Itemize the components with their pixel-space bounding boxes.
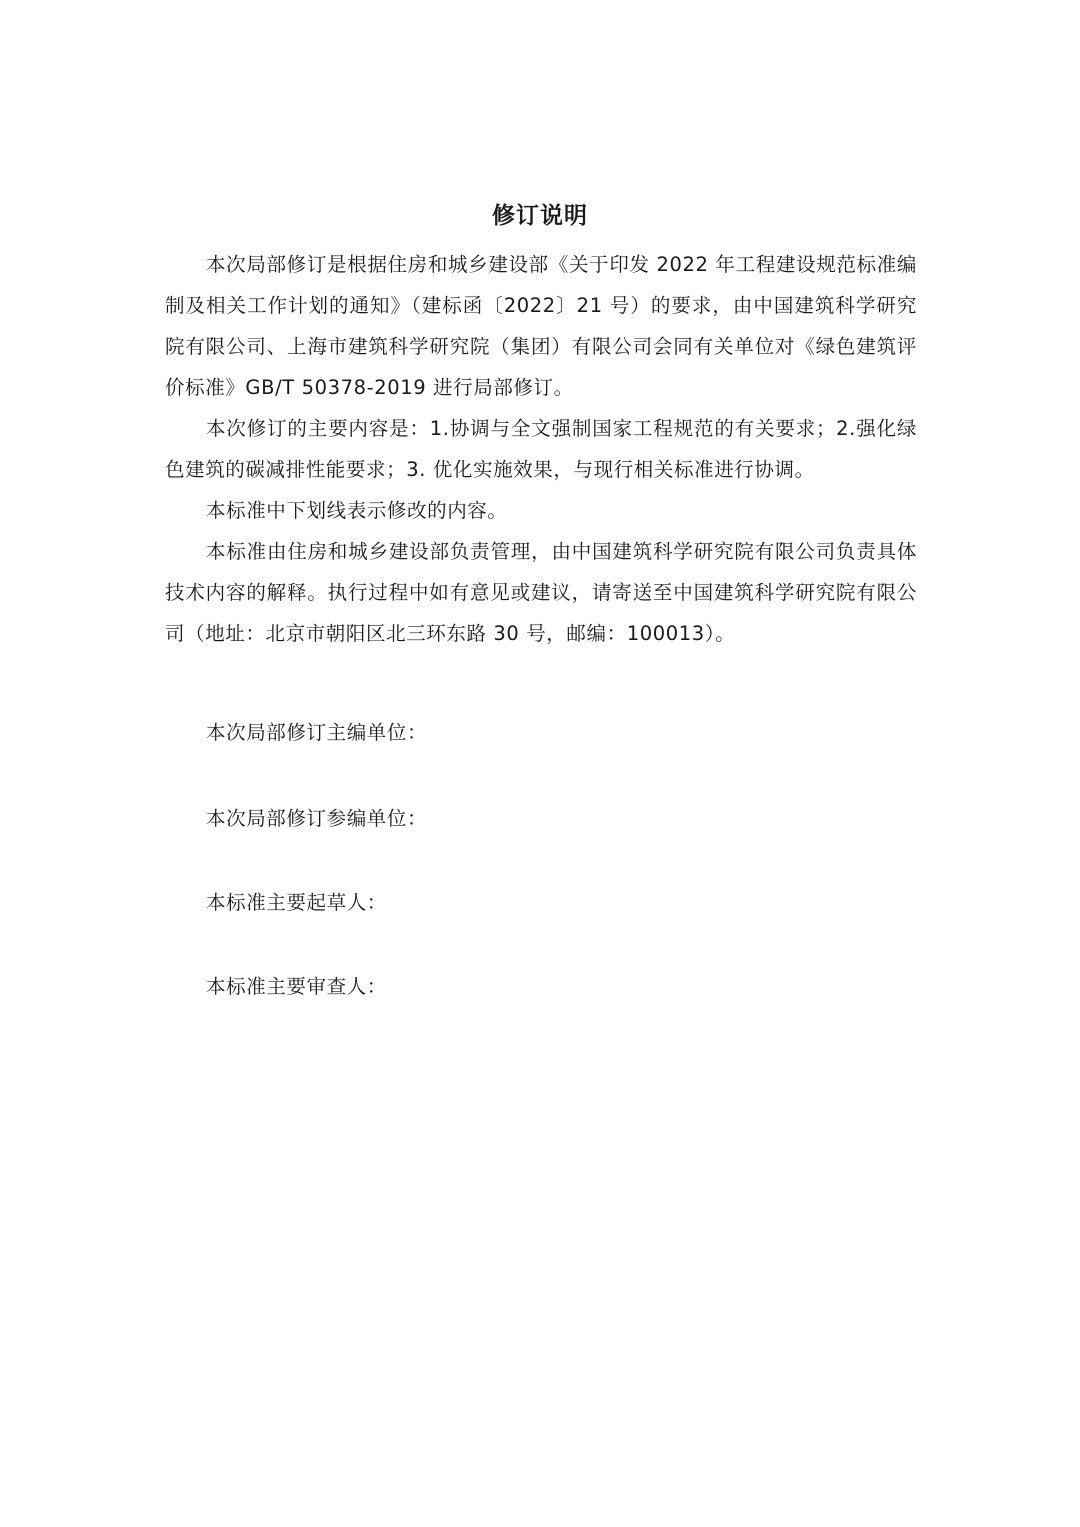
paragraph-main-content: 本次修订的主要内容是：1.协调与全文强制国家工程规范的有关要求；2.强化绿色建筑的碳减排性能要求；3. 优化实施效果，与现行相关标准进行协调。 (165, 417, 917, 481)
paragraph-underline-note: 本标准中下划线表示修改的内容。 (206, 499, 508, 522)
paragraph-management-contact: 本标准由住房和城乡建设部负责管理，由中国建筑科学研究院有限公司负责具体技术内容的解释。执行过程中如有意见或建议，请寄送至中国建筑科学研究院有限公司（地址：北京市朝阳区北三环东路 30 号，邮编：100013）。 (165, 540, 917, 645)
revision-description-body (165, 244, 917, 654)
page-title: 修订说明 (492, 203, 588, 229)
paragraph-revision-basis: 本次局部修订是根据住房和城乡建设部《关于印发 2022 年工程建设规范标准编制及相关工作计划的通知》（建标函〔2022〕21 号）的要求，由中国建筑科学研究院有限公司、上海市建筑科学研究院（集团）有限公司会同有关单位对《绿色建筑评价标准》GB/T 50378-2019 进行局部修订。 (165, 253, 917, 399)
field-main-reviewers: 本标准主要审查人： (206, 975, 387, 998)
field-main-drafters: 本标准主要起草人： (206, 891, 387, 914)
field-chief-editor-units: 本次局部修订主编单位： (206, 721, 428, 744)
field-participating-units: 本次局部修订参编单位： (206, 807, 428, 830)
